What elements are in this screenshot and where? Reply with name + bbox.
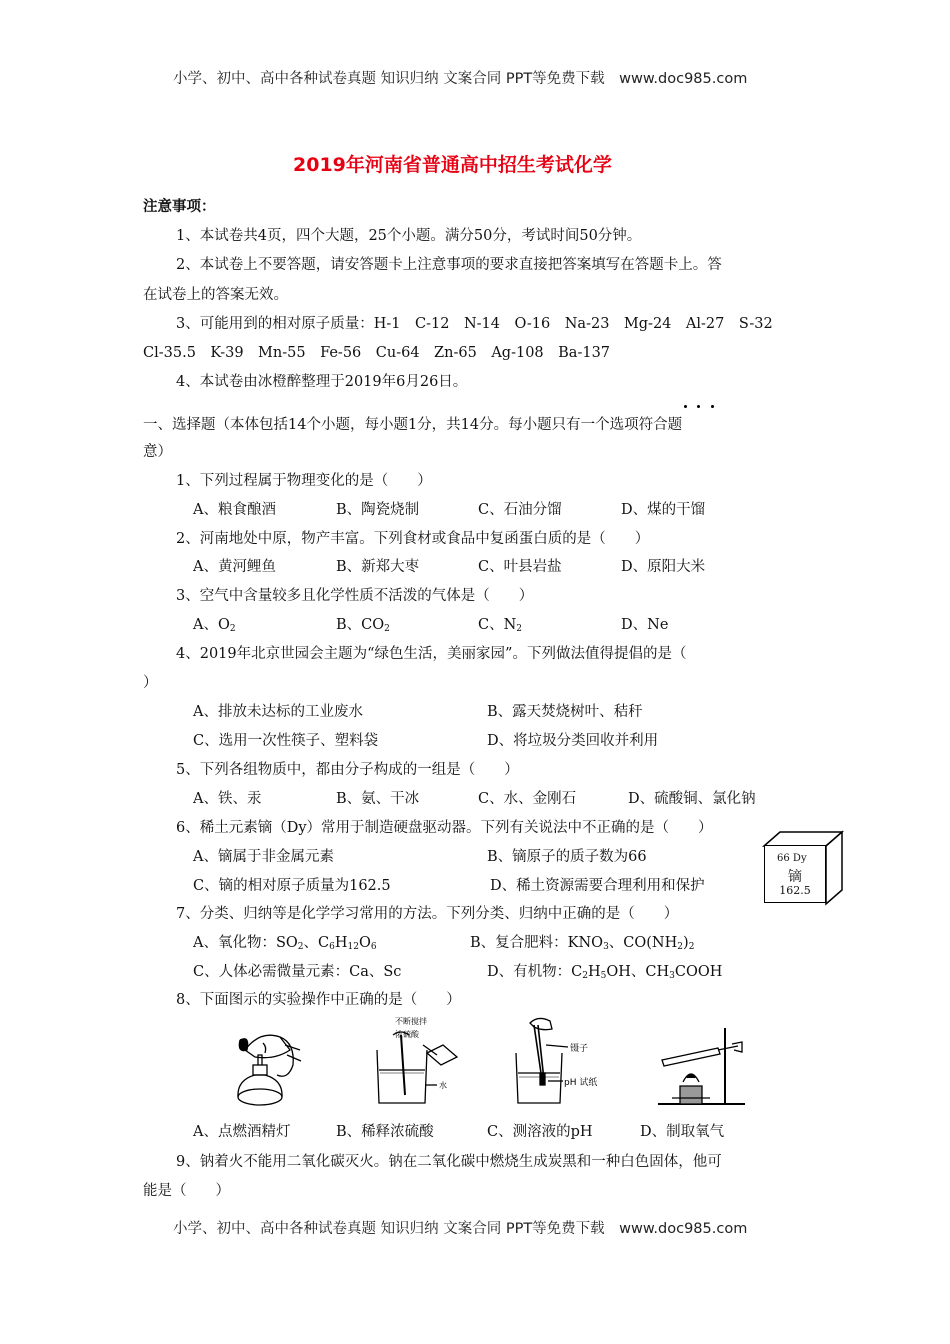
q9-stem-line1: 9、钠着火不能用二氧化碳灭火。钠在二氧化碳中燃烧生成炭黑和一种白色固体，他可 bbox=[176, 1154, 722, 1170]
q1-option-a: A、粮食酿酒 bbox=[193, 502, 276, 518]
section1-heading-line1: 一、选择题（本体包括14个小题，每小题1分，共14分。每小题只有一个选项符合题 bbox=[143, 417, 683, 433]
q7-option-d: D、有机物：$C_2H_5OH$、$CH_3COOH$ bbox=[487, 964, 723, 981]
q6-option-a: A、镝属于非金属元素 bbox=[193, 849, 334, 865]
q3-option-a: A、$O_2$ bbox=[193, 617, 236, 634]
fig-a-alcohol-lamp bbox=[225, 1025, 315, 1110]
q5-option-b: B、氨、干冰 bbox=[336, 791, 420, 807]
q7-option-a: A、氧化物：$SO_2$、$C_6H_{12}O_6$ bbox=[193, 935, 377, 952]
q6-stem: 6、稀土元素镝（Dy）常用于制造硬盘驱动器。下列有关说法中不正确的是（ ） bbox=[176, 820, 713, 836]
q8-option-b: B、稀释浓硫酸 bbox=[336, 1124, 434, 1140]
q3-option-b: B、$CO_2$ bbox=[336, 617, 390, 634]
q2-stem: 2、河南地处中原，物产丰富。下列食材或食品中复函蛋白质的是（ ） bbox=[176, 531, 650, 547]
section1-heading-line2: 意） bbox=[143, 444, 172, 460]
element-symbol: Dy bbox=[792, 853, 807, 864]
q4-option-b: B、露天焚烧树叶、秸秆 bbox=[487, 704, 643, 720]
note-3-line2: Cl-35.5 K-39 Mn-55 Fe-56 Cu-64 Zn-65 Ag-108 Ba-137 bbox=[143, 345, 611, 361]
q4-stem-line2: ） bbox=[143, 675, 158, 691]
q6-option-c: C、镝的相对原子质量为162.5 bbox=[193, 878, 391, 894]
note-2-line2: 在试卷上的答案无效。 bbox=[143, 287, 288, 303]
fig-c-label-ph-paper: pH 试纸 bbox=[564, 1078, 598, 1088]
page-footer: 小学、初中、高中各种试卷真题 知识归纳 文案合同 PPT等免费下载 www.doc985.com bbox=[173, 1221, 748, 1237]
fig-c-ph-test bbox=[508, 1015, 613, 1110]
q9-stem-line2: 能是（ ） bbox=[143, 1183, 230, 1199]
q8-option-d: D、制取氧气 bbox=[640, 1124, 725, 1140]
element-mass: 162.5 bbox=[779, 884, 811, 897]
q1-option-c: C、石油分馏 bbox=[478, 502, 562, 518]
element-box-dy bbox=[764, 845, 826, 903]
fig-b-label-water: 水 bbox=[439, 1081, 447, 1090]
q1-option-d: D、煤的干馏 bbox=[621, 502, 706, 518]
q5-option-c: C、水、金刚石 bbox=[478, 791, 577, 807]
q3-stem: 3、空气中含量较多且化学性质不活泼的气体是（ ） bbox=[176, 588, 534, 604]
note-2-line1: 2、本试卷上不要答题，请安答题卡上注意事项的要求直接把答案填写在答题卡上。答 bbox=[176, 257, 722, 273]
note-3-line1: 3、可能用到的相对原子质量：H-1 C-12 N-14 O-16 Na-23 Mg-24 Al-27 S-32 bbox=[176, 316, 773, 332]
q2-option-b: B、新郑大枣 bbox=[336, 559, 420, 575]
q5-stem: 5、下列各组物质中，都由分子构成的一组是（ ） bbox=[176, 762, 519, 778]
q3-option-c: C、$N_2$ bbox=[478, 617, 523, 634]
fig-b-label-acid: 浓硫酸 bbox=[395, 1030, 419, 1039]
q5-option-d: D、硫酸铜、氯化钠 bbox=[628, 791, 756, 807]
q1-stem: 1、下列过程属于物理变化的是（ ） bbox=[176, 473, 432, 489]
q5-option-a: A、铁、汞 bbox=[193, 791, 262, 807]
q2-option-c: C、叶县岩盐 bbox=[478, 559, 562, 575]
q6-option-b: B、镝原子的质子数为66 bbox=[487, 849, 647, 865]
q2-option-d: D、原阳大米 bbox=[621, 559, 706, 575]
emphasis-dot bbox=[711, 405, 714, 408]
page-header: 小学、初中、高中各种试卷真题 知识归纳 文案合同 PPT等免费下载 www.doc985.com bbox=[173, 71, 748, 87]
fig-d-oxygen-prep bbox=[650, 1018, 760, 1110]
q7-stem: 7、分类、归纳等是化学学习常用的方法。下列分类、归纳中正确的是（ ） bbox=[176, 906, 679, 922]
element-name: 镝 bbox=[788, 869, 802, 885]
q2-option-a: A、黄河鲤鱼 bbox=[193, 559, 276, 575]
q3-option-d: D、Ne bbox=[621, 617, 669, 633]
emphasis-dot bbox=[697, 405, 700, 408]
element-number: 66 bbox=[777, 853, 790, 864]
q4-stem-line1: 4、2019年北京世园会主题为“绿色生活，美丽家园”。下列做法值得提倡的是（ bbox=[176, 646, 687, 662]
fig-b-dilute-acid bbox=[365, 1015, 470, 1110]
q8-option-a: A、点燃酒精灯 bbox=[193, 1124, 291, 1140]
note-1: 1、本试卷共4页，四个大题，25个小题。满分50分，考试时间50分钟。 bbox=[176, 228, 642, 244]
q7-option-b: B、复合肥料：$KNO_3$、$CO(NH_2)_2$ bbox=[470, 935, 695, 952]
q1-option-b: B、陶瓷烧制 bbox=[336, 502, 420, 518]
q6-option-d: D、稀土资源需要合理利用和保护 bbox=[490, 878, 705, 894]
notes-heading: 注意事项： bbox=[143, 198, 216, 215]
page-title: 2019年河南省普通高中招生考试化学 bbox=[293, 154, 612, 176]
fig-c-label-tweezers: 镊子 bbox=[570, 1044, 589, 1054]
q8-stem: 8、下面图示的实验操作中正确的是（ ） bbox=[176, 992, 461, 1008]
note-4: 4、本试卷由冰橙醉整理于2019年6月26日。 bbox=[176, 374, 468, 390]
q4-option-c: C、选用一次性筷子、塑料袋 bbox=[193, 733, 379, 749]
q4-option-d: D、将垃圾分类回收并利用 bbox=[487, 733, 659, 749]
q4-option-a: A、排放未达标的工业废水 bbox=[193, 704, 363, 720]
q7-option-c: C、人体必需微量元素：Ca、Sc bbox=[193, 964, 402, 980]
fig-b-label-stir: 不断搅拌 bbox=[395, 1017, 427, 1026]
emphasis-dot bbox=[684, 405, 687, 408]
q8-option-c: C、测溶液的pH bbox=[487, 1124, 593, 1140]
